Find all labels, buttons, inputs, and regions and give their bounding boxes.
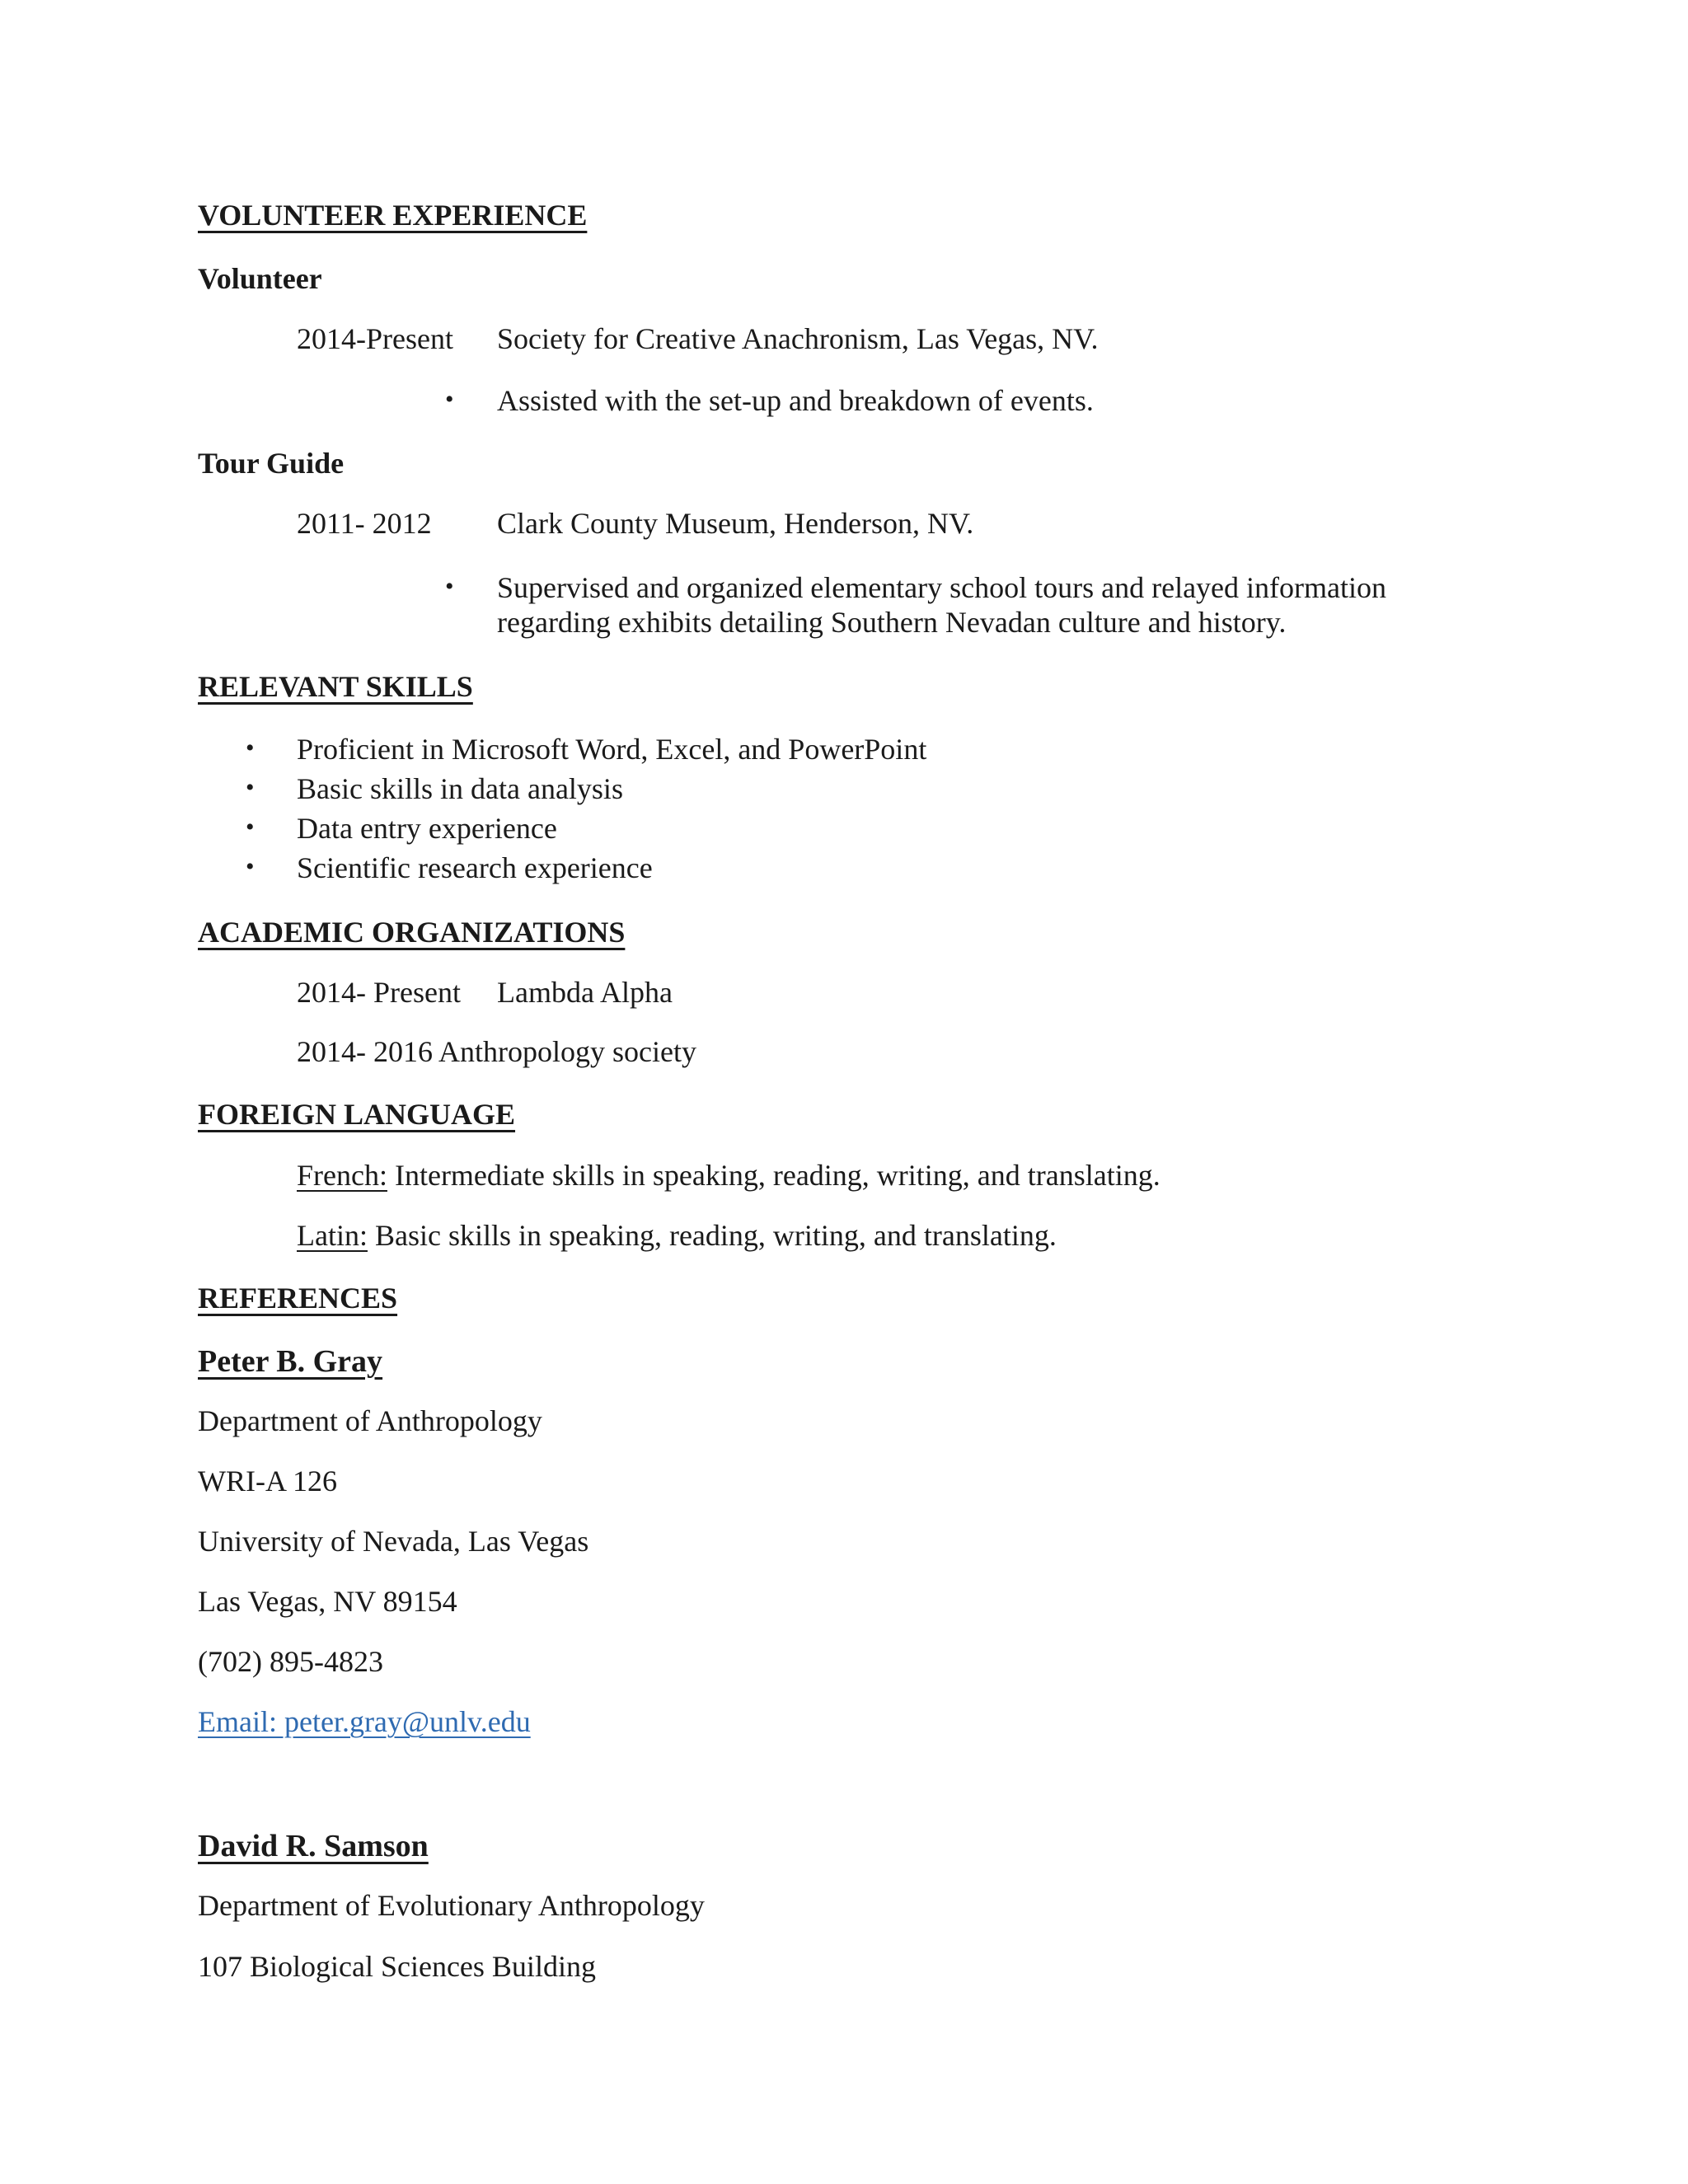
language-name: French:: [297, 1159, 387, 1192]
reference-line: 107 Biological Sciences Building: [198, 1950, 596, 1983]
tour-guide-organization: Clark County Museum, Henderson, NV.: [497, 507, 974, 540]
volunteer-organization: Society for Creative Anachronism, Las Vegas, NV.: [497, 322, 1099, 355]
bullet-icon: •: [246, 853, 255, 880]
bullet-icon: •: [445, 386, 454, 413]
bullet-icon: •: [246, 774, 255, 801]
tour-guide-bullet-line-2: regarding exhibits detailing Southern Nevadan culture and history.: [497, 606, 1287, 639]
skill-item: Proficient in Microsoft Word, Excel, and PowerPoint: [297, 733, 927, 766]
skill-item: Scientific research experience: [297, 851, 653, 884]
tour-guide-title: Tour Guide: [198, 447, 345, 480]
academic-organizations-heading: ACADEMIC ORGANIZATIONS: [198, 916, 626, 949]
reference-line: WRI-A 126: [198, 1465, 337, 1497]
tour-guide-bullet-line-1: Supervised and organized elementary school tours and relayed information: [497, 571, 1386, 604]
reference-line: Department of Anthropology: [198, 1404, 542, 1437]
reference-line: University of Nevada, Las Vegas: [198, 1525, 589, 1558]
language-entry: [297, 1160, 1160, 1190]
foreign-language-heading: FOREIGN LANGUAGE: [198, 1098, 516, 1131]
reference-name: David R. Samson: [198, 1829, 429, 1863]
skill-item: Basic skills in data analysis: [297, 772, 623, 805]
organization-name: Lambda Alpha: [497, 976, 673, 1009]
organization-dates: 2014- 2016: [297, 1035, 433, 1068]
language-name: Latin:: [297, 1219, 368, 1252]
language-description: Basic skills in speaking, reading, writing, and translating.: [374, 1219, 1057, 1252]
bullet-icon: •: [246, 813, 255, 841]
reference-line: (702) 895-4823: [198, 1645, 383, 1678]
bullet-icon: •: [246, 734, 255, 762]
tour-guide-dates: 2011- 2012: [297, 507, 432, 540]
references-heading: REFERENCES: [198, 1282, 398, 1315]
volunteer-experience-heading: VOLUNTEER EXPERIENCE: [198, 199, 588, 232]
organization-entry: [297, 1037, 696, 1066]
language-entry: [297, 1221, 1057, 1250]
reference-line: Las Vegas, NV 89154: [198, 1585, 457, 1618]
bullet-icon: •: [445, 573, 454, 600]
reference-line: Department of Evolutionary Anthropology: [198, 1889, 705, 1922]
organization-name: Anthropology society: [438, 1035, 696, 1068]
relevant-skills-heading: RELEVANT SKILLS: [198, 670, 473, 703]
reference-name: Peter B. Gray: [198, 1344, 383, 1379]
volunteer-bullet-line: Assisted with the set-up and breakdown of events.: [497, 384, 1094, 417]
volunteer-dates: 2014-Present: [297, 322, 453, 355]
language-description: Intermediate skills in speaking, reading, writing, and translating.: [394, 1159, 1160, 1192]
reference-email-link[interactable]: Email: peter.gray@unlv.edu: [198, 1705, 531, 1738]
volunteer-title: Volunteer: [198, 262, 322, 295]
organization-dates: 2014- Present: [297, 976, 461, 1009]
skill-item: Data entry experience: [297, 812, 557, 845]
